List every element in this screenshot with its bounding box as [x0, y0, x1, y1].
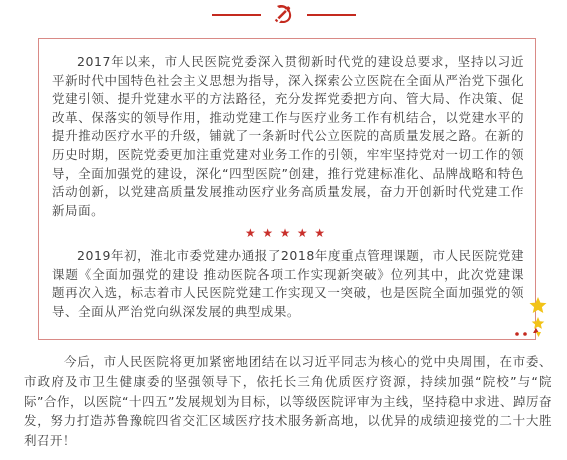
article-paragraph-1: 2017年以来，市人民医院党委深入贯彻新时代党的建设总要求，坚持以习近平新时代中国特色社会主义思想为指导，深入探索公立医院在全面从严治党下强化党建引领、提升党建水平的方法路径，充分发挥党委把方向、管大局、作决策、促改革、保落实的领导作用，推动党建工作与医疗业务工作有机结合，以党建水平的提升推动医疗水平的升级，铺就了一条新时代公立医院的高质量发展之路。在新的历史时期，医院党委更加注重党建对业务工作的引领，牢牢坚持党对一切工作的领导，全面加强党的建设，深化“四型医院”创建，推行党建标准化、品牌战略和特色活动创新，以党建高质量发展推动医疗业务高质量发展，奋力开创新时代党建工作新局面。: [52, 54, 524, 218]
header-divider-left: [212, 14, 261, 16]
gold-stars-decoration-icon: [508, 295, 548, 340]
divider-star-icon: ★: [296, 226, 308, 240]
divider-star-icon: ★: [262, 226, 274, 240]
divider-star-icon: ★: [279, 226, 291, 240]
article-paragraph-3: 今后，市人民医院将更加紧密地团结在以习近平同志为核心的党中央周围，在市委、市政府及市卫生健康委的坚强领导下，依托长三角优质医疗资源，持续加强“院校”与“院际”合作，以医院“十四五”发展规划为目标，以等级医院评审为主线，坚持稳中求进、踔厉奋发，努力打造苏鲁豫皖四省交汇区域医疗技术服务新高地，以优异的成绩迎接党的二十大胜利召开！: [24, 354, 552, 449]
divider-star-icon: ★: [314, 226, 325, 240]
divider-stars: [245, 226, 325, 240]
divider-star-icon: ★: [245, 226, 256, 240]
header-divider-right: [307, 14, 356, 16]
article-paragraph-2: 2019年初，淮北市委党建办通报了2018年度重点管理课题，市人民医院党建课题《全面加强党的建设 推动医院各项工作实现新突破》位列其中，此次党建课题再次入选，标志着市人民医院党建工作实现又一突破，也是医院全面加强党的领导、全面从严治党向纵深发展的典型成果。: [52, 248, 524, 319]
party-emblem-icon: [271, 1, 296, 26]
